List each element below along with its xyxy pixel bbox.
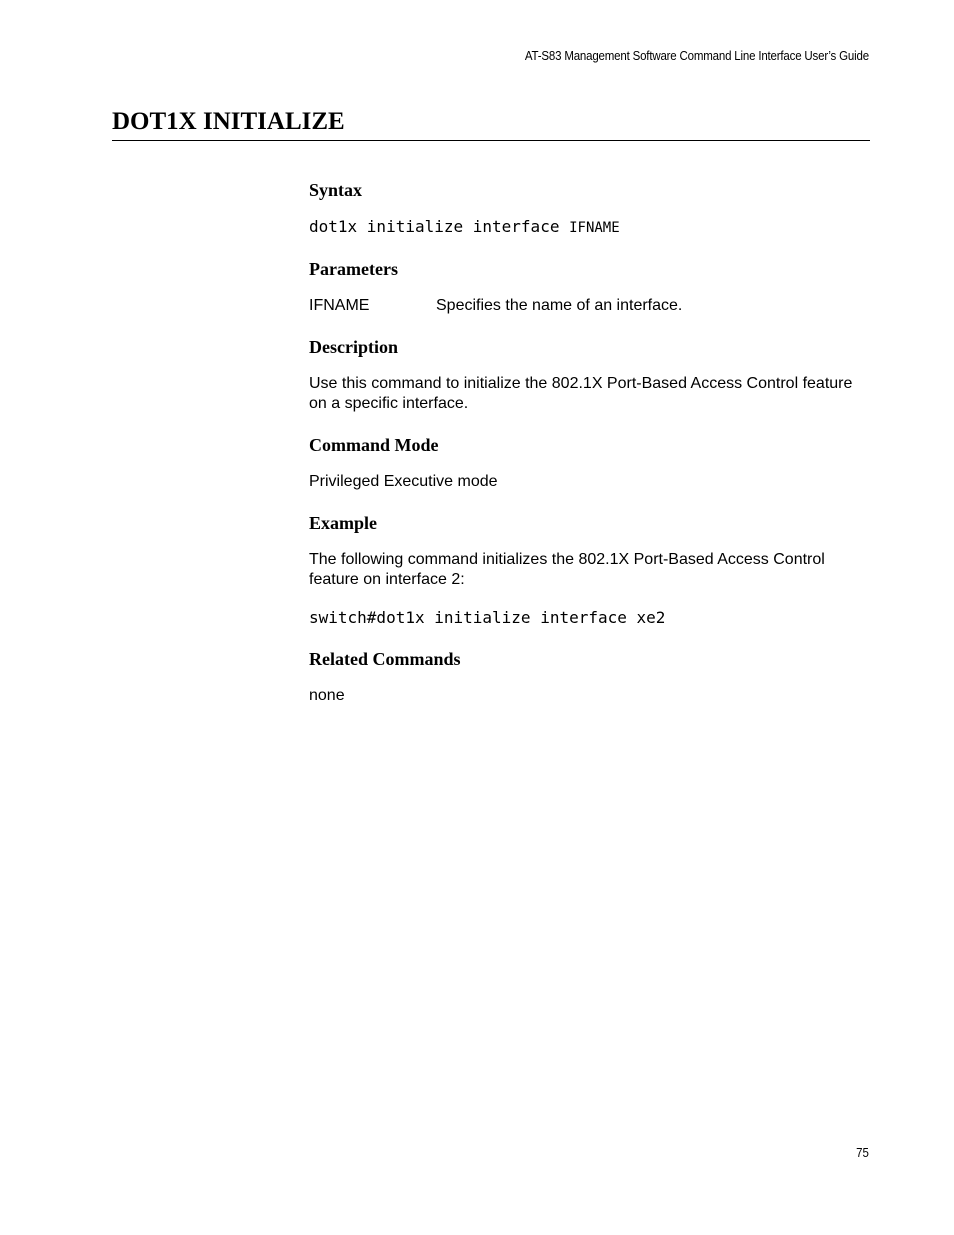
- page-title: DOT1X INITIALIZE: [112, 108, 345, 135]
- title-rule: [112, 140, 870, 141]
- example-heading: Example: [309, 513, 378, 533]
- syntax-heading: Syntax: [309, 180, 363, 200]
- page-number: 75: [856, 1146, 869, 1160]
- syntax-command-text: dot1x initialize interface: [309, 217, 560, 236]
- parameters-heading: Parameters: [309, 259, 398, 279]
- description-text: Use this command to initialize the 802.1X Port-Based Access Control feature on a specific interface.: [309, 375, 853, 412]
- command-mode-heading: Command Mode: [309, 435, 439, 455]
- parameter-row: [309, 296, 870, 316]
- running-header: AT-S83 Management Software Command Line Interface User’s Guide: [525, 49, 869, 63]
- command-mode-text: Privileged Executive mode: [309, 473, 498, 490]
- example-code: switch#dot1x initialize interface xe2: [309, 608, 666, 627]
- parameter-name: IFNAME: [309, 297, 370, 314]
- related-commands-text: none: [309, 687, 345, 704]
- parameter-description: Specifies the name of an interface.: [436, 297, 683, 314]
- content-body: [309, 179, 870, 706]
- related-commands-heading: Related Commands: [309, 649, 461, 669]
- example-text: The following command initializes the 802.1X Port-Based Access Control feature on interface 2:: [309, 551, 825, 588]
- syntax-parameter: IFNAME: [569, 220, 620, 236]
- description-heading: Description: [309, 337, 398, 357]
- syntax-command: [309, 217, 870, 238]
